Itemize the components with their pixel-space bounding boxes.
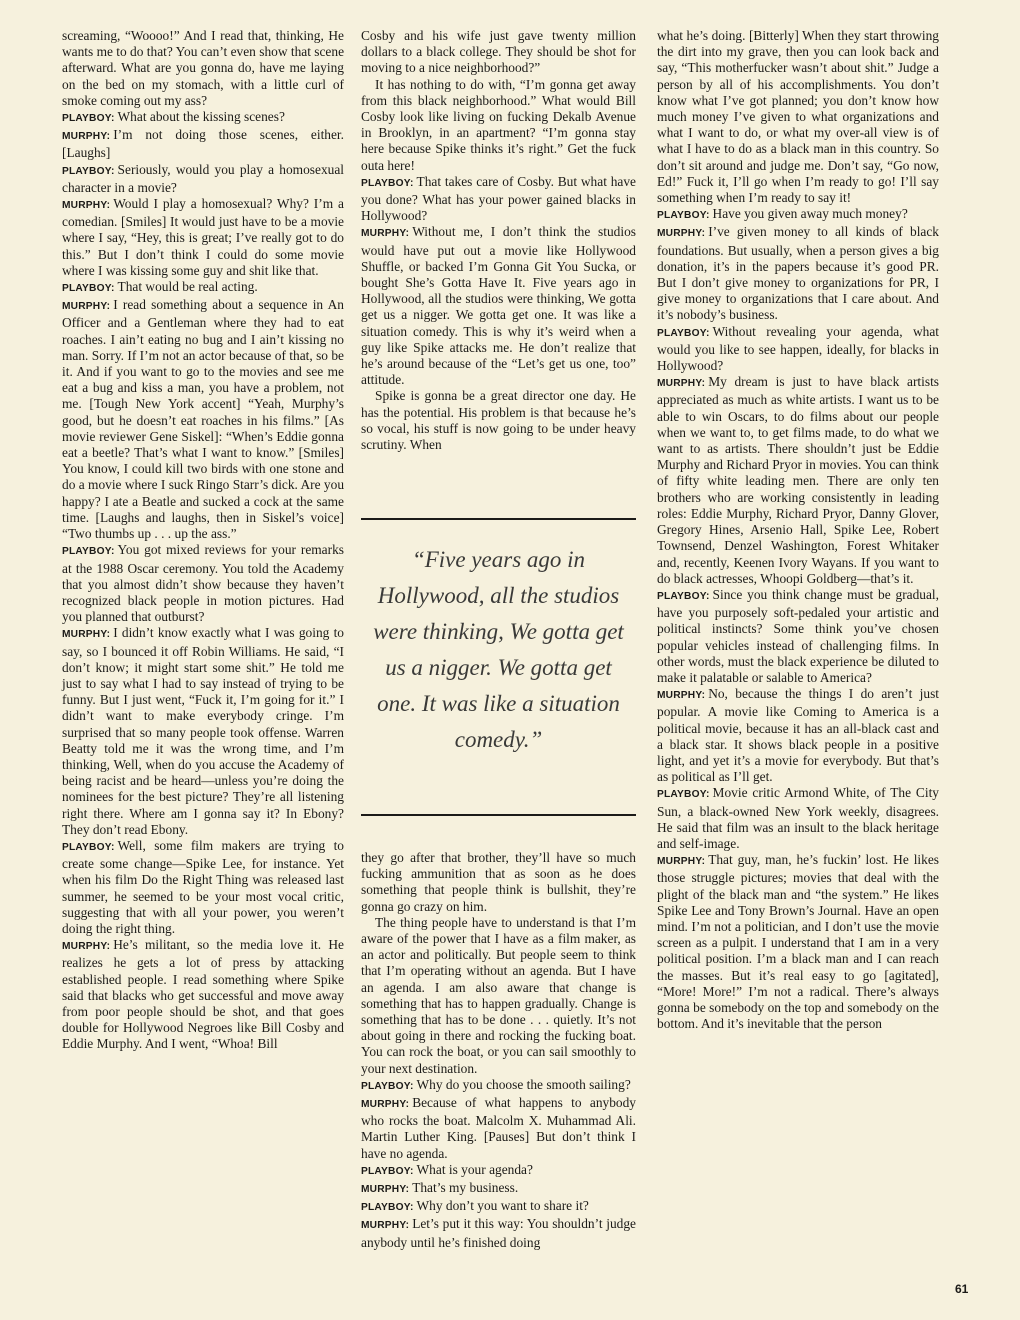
exchange-text: I’m not doing those scenes, either. [Laughs] (62, 127, 344, 161)
interview-exchange (62, 838, 344, 937)
exchange-text: Movie critic Armond White, of The City Sun, a black-owned New York weekly, disagrees. He said that film was an insult to the black heritage and self-image. (657, 785, 939, 851)
interview-exchange (657, 686, 939, 785)
body-paragraph: Spike is gonna be a great director one day. He has the potential. His problem is that because he’s so vocal, his stuff is now going to be under heavy scrutiny. When (361, 388, 636, 453)
interview-exchange (657, 324, 939, 375)
speaker-label: MURPHY: (361, 1220, 410, 1232)
column-2-bottom (361, 850, 636, 1251)
speaker-label: MURPHY: (657, 690, 706, 702)
speaker-label: PLAYBOY: (361, 1080, 414, 1092)
speaker-label: MURPHY: (361, 1184, 410, 1196)
interview-exchange (62, 162, 344, 196)
interview-exchange (361, 174, 636, 225)
exchange-text: What is your agenda? (416, 1161, 533, 1177)
interview-exchange (657, 206, 939, 224)
exchange-text: Have you given away much money? (712, 206, 908, 222)
pull-quote: “Five years ago in Hollywood, all the studios were thinking, We gotta get us a nigger. We gotta get one. It was like a situation comedy.” (361, 518, 636, 816)
interview-exchange (361, 1198, 636, 1216)
speaker-label: MURPHY: (62, 941, 111, 953)
speaker-label: MURPHY: (62, 629, 111, 641)
exchange-text: No, because the things I do aren’t just popular. A movie like Coming to America is a political movie, because it has an all-black cast and a black star. It shows black people in a positive light, and yet it’s a movie for everybody. But that’s as political as I’ll get. (657, 686, 939, 785)
body-paragraph: Cosby and his wife just gave twenty million dollars to a black college. They should be shot for moving to a nice neighborhood?” (361, 28, 636, 76)
interview-exchange (62, 542, 344, 625)
exchange-text: I read something about a sequence in An Officer and a Gentleman where they had to eat roaches. I ain’t eating no bug and I ain’t kissing no man. Sorry. If I’m not an actor because of that, so be it. And if you want to go to the movies and see me eat a bug and kiss a man, you have a problem, not me. [Tough New York accent] “Yeah, Murphy’s good, but he doesn’t eat roaches in his films.” [As movie reviewer Gene Siskel]: “When’s Eddie gonna eat a beetle? That’s what I want to know.” [Smiles] You know, I could kill two birds with one stone and do a movie where I suck Ringo Starr’s dick. Are you happy? I ate a Beatle and sucked a cock at the same time. [Laughs and laughs, then in Siskel’s voice] “Two thumbs up . . . up the ass.” (62, 297, 345, 542)
interview-exchange (657, 224, 939, 323)
exchange-text: Seriously, would you play a homosexual character in a movie? (62, 161, 344, 195)
speaker-label: MURPHY: (657, 856, 706, 868)
exchange-text: He’s militant, so the media love it. He realizes he gets a lot of press by attacking established people. I read something where Spike said that blacks who get successful and move away from poor people should be shot, and that goes double for Hollywood Negroes like Bill Cosby and Eddie Murphy. And I went, “Whoa! Bill (62, 937, 344, 1052)
speaker-label: PLAYBOY: (62, 165, 115, 177)
interview-exchange (361, 1180, 636, 1198)
exchange-text: You got mixed reviews for your remarks at the 1988 Oscar ceremony. You told the Academy that you almost didn’t show because they haven’t recognized black people in motion pictures. Had you planned that outburst? (62, 542, 344, 625)
interview-exchange (361, 224, 636, 388)
speaker-label: MURPHY: (62, 301, 111, 313)
interview-exchange (657, 852, 939, 1032)
exchange-text: Since you think change must be gradual, have you purposely soft-pedaled your artistic and political instincts? Some think you’ve chosen popular vehicles instead of challenging films. In other words, must the black experience be diluted to make it palatable or salable to America? (657, 586, 939, 685)
exchange-text: I didn’t know exactly what I was going to say, so I bounced it off Robin Williams. He said, “I don’t know; it might start some shit.” He told me just to say what I had to say instead of trying to be funny. But I just went, “Fuck it, I’m going for it.” I didn’t want to make everybody cringe. I’m surprised that so many people took offense. Warren Beatty told me it was the wrong time, and I’m thinking, Well, when do you accuse the Academy of being racist and be heard—unless you’re doing the nominees for the best picture? They’re all listening right there. Where am I gonna say it? In Ebony? They don’t read Ebony. (62, 625, 344, 837)
speaker-label: PLAYBOY: (361, 1202, 414, 1214)
exchange-text: I’ve given money to all kinds of black foundations. But usually, when a person gives a big donation, it’s in the papers because it’s good PR. But I don’t give money to organizations for PR, I give money to organizations that I care about. And it’s nobody’s business. (657, 224, 939, 323)
exchange-text: What about the kissing scenes? (117, 109, 285, 125)
speaker-label: PLAYBOY: (361, 177, 414, 189)
speaker-label: PLAYBOY: (62, 546, 115, 558)
interview-exchange (657, 374, 939, 587)
speaker-label: PLAYBOY: (657, 210, 710, 222)
interview-exchange (62, 109, 344, 127)
exchange-text: Without me, I don’t think the studios would have put out a movie like Hollywood Shuffle, or backed I’m Gonna Git You Sucka, or bought She’s Gotta Have It. Five years ago in Hollywood, all the studios were thinking, We gotta get us a nigger. We gotta get one. It was like a situation comedy. This is why it’s weird when a guy like Spike attacks me. He don’t realize that he’s around because of the “Let’s get us one, too” attitude. (361, 224, 636, 388)
speaker-label: MURPHY: (361, 228, 410, 240)
body-paragraph: screaming, “Woooo!” And I read that, thinking, He wants me to do that? You can’t even show that scene afterward. What are you gonna do, have me laying on the bed on my stomach, with a little curl of smoke coming out my ass? (62, 28, 345, 108)
interview-exchange (62, 127, 344, 161)
speaker-label: MURPHY: (62, 131, 111, 143)
speaker-label: PLAYBOY: (657, 789, 710, 801)
speaker-label: PLAYBOY: (657, 327, 710, 339)
column-2-top (361, 28, 636, 453)
body-paragraph: what he’s doing. [Bitterly] When they start throwing the dirt into my grave, then you can look back and say, “This motherfucker wasn’t about shit.” Judge a person by all of his accomplishments. You don’t know what I’ve got planned; you don’t know how much money I’ve given to what organizations and what I want to do, or what my over-all view is of what I have to do as a black man in this country. So don’t sit around and judge me. Don’t say, “Go now, Ed!” Fuck it, I’ll go when I’m ready to go! I’ll say something when I’m ready to say it! (657, 28, 939, 206)
body-paragraph: The thing people have to understand is that I’m aware of the power that I have as a film maker, as an actor and politically. But people seem to think that I’m operating without an agenda. But I have an agenda. I am also aware that change is something that has to happen gradually. Change is something that has to be done . . . quietly. It’s not about going in there and rocking the fucking boat. You can rock the boat, or you can sail smoothly to your next destination. (361, 914, 636, 1076)
exchange-text: That would be real acting. (117, 279, 258, 295)
exchange-text: That guy, man, he’s fuckin’ lost. He likes those struggle pictures; movies that deal with the plight of the black man and “the system.” He likes Spike Lee and Tony Brown’s Journal. Have an open mind. I’m not a politician, and I don’t use the movie screen as a pulpit. I understand that I am in a very political position. I’m a black man and I can reach the masses. But it’s real easy to go [agitated], “More! More!” I’m not a radical. There’s always gonna be somebody on the top and somebody on the bottom. And it’s inevitable that the person (657, 852, 939, 1032)
column-3 (657, 28, 939, 1032)
interview-exchange (62, 625, 344, 838)
interview-exchange (657, 785, 939, 852)
exchange-text: My dream is just to have black artists appreciated as much as white artists. I want us to be able to win Oscars, to do films about our people when we want to, to get films made, to do what we want to as artists. There shouldn’t just be Eddie Murphy and Richard Pryor in movies. You can think of fifty white leading men. There are only ten brothers who are working consistently in leading roles: Eddie Murphy, Richard Pryor, Danny Glover, Gregory Hines, Arsenio Hall, Spike Lee, Robert Townsend, Denzel Washington, Forest Whitaker and, recently, Keenen Ivory Wayans. If you want to do black actresses, Whoopi Goldberg—that’s it. (657, 374, 939, 586)
speaker-label: PLAYBOY: (62, 283, 115, 295)
interview-exchange (62, 279, 344, 297)
speaker-label: MURPHY: (62, 200, 111, 212)
speaker-label: PLAYBOY: (62, 113, 115, 125)
exchange-text: That’s my business. (412, 1180, 519, 1196)
interview-exchange (62, 196, 344, 279)
exchange-text: Why do you choose the smooth sailing? (416, 1076, 631, 1092)
interview-exchange (361, 1077, 636, 1095)
speaker-label: PLAYBOY: (62, 841, 115, 853)
interview-exchange (62, 937, 344, 1052)
exchange-text: Because of what happens to anybody who rocks the boat. Malcolm X. Muhammad Ali. Martin Luther King. [Pauses] But don’t think I have no agenda. (361, 1095, 636, 1161)
body-paragraph: they go after that brother, they’ll have so much fucking ammunition that as soon as he does something that people think is bullshit, they’re gonna go crazy on him. (361, 850, 636, 914)
interview-exchange (657, 587, 939, 686)
interview-exchange (361, 1162, 636, 1180)
interview-exchange (62, 297, 344, 542)
exchange-text: Let’s put it this way: You shouldn’t judge anybody until he’s finished doing (361, 1216, 636, 1250)
speaker-label: PLAYBOY: (361, 1165, 414, 1177)
speaker-label: MURPHY: (361, 1099, 410, 1111)
interview-exchange (361, 1095, 636, 1162)
page-number: 61 (955, 1282, 969, 1296)
speaker-label: MURPHY: (657, 378, 706, 390)
exchange-text: Why don’t you want to share it? (416, 1198, 589, 1214)
interview-exchange (361, 1216, 636, 1250)
speaker-label: MURPHY: (657, 228, 706, 240)
exchange-text: Without revealing your agenda, what would you like to see happen, ideally, for blacks in Hollywood? (657, 323, 939, 374)
exchange-text: Well, some film makers are trying to create some change—Spike Lee, for instance. Yet when his film Do the Right Thing was released last summer, he seemed to be your most vocal critic, suggesting that with all your power, you weren’t doing the right thing. (62, 837, 344, 936)
exchange-text: Would I play a homosexual? Why? I’m a comedian. [Smiles] It would just have to be a movie where I say, “Hey, this is great; I’ve really got to do this.” But I don’t think I could do some movie where I was kissing some guy and shit like that. (62, 196, 344, 278)
speaker-label: PLAYBOY: (657, 590, 710, 602)
body-paragraph: It has nothing to do with, “I’m gonna get away from this black neighborhood.” What would Bill Cosby look like living on fucking Dekalb Avenue in Brooklyn, in an apartment? “I’m gonna stay here because Spike thinks it’s right.” Get the fuck outa here! (361, 76, 636, 173)
exchange-text: That takes care of Cosby. But what have you done? What has your power gained blacks in Hollywood? (361, 173, 636, 224)
column-1 (62, 28, 344, 1053)
